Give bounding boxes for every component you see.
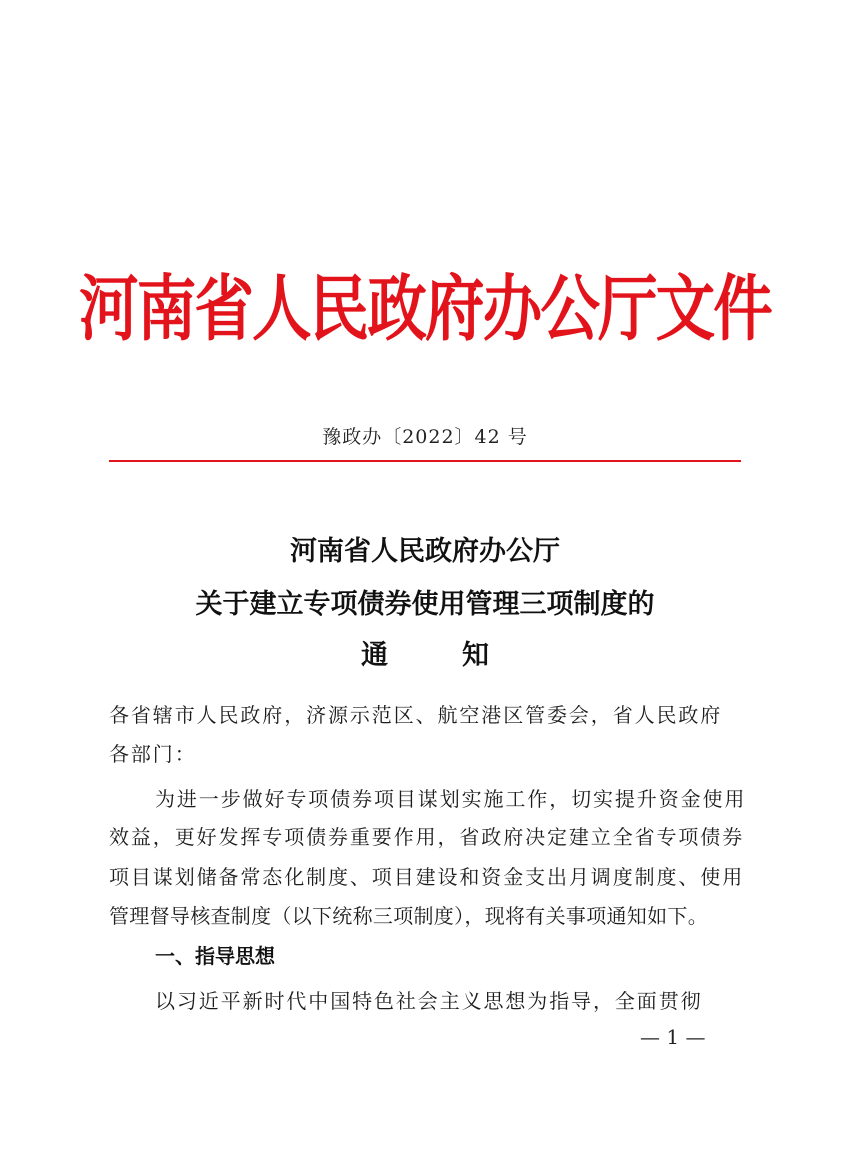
paragraph-1-line-1: 为进一步做好专项债券项目谋划实施工作，切实提升资金使用 [155, 787, 747, 811]
title-line-2: 关于建立专项债券使用管理三项制度的 [195, 589, 655, 620]
section-heading-guiding-ideology: 一、指导思想 [155, 944, 275, 968]
red-divider-line [109, 460, 741, 462]
addressee-line-1: 各省辖市人民政府，济源示范区、航空港区管委会，省人民政府 [109, 703, 723, 727]
document-number: 豫政办〔2022〕42 号 [322, 426, 528, 448]
addressee-line-2: 各部门： [109, 742, 197, 766]
page-number: — 1 — [640, 1025, 706, 1049]
title-line-1: 河南省人民政府办公厅 [290, 536, 560, 567]
title-char-tong: 通 [361, 640, 388, 671]
paragraph-1-line-3: 项目谋划储备常态化制度、项目建设和资金支出月调度制度、使用 [109, 865, 745, 889]
document-masthead: 河南省人民政府办公厅文件 [79, 267, 771, 352]
paragraph-1-line-2: 效益，更好发挥专项债券重要作用，省政府决定建立全省专项债券 [109, 825, 745, 849]
paragraph-1-line-4: 管理督导核查制度（以下统称三项制度），现将有关事项通知如下。 [109, 904, 708, 928]
title-line-3 [0, 636, 850, 676]
paragraph-2-line-1: 以习近平新时代中国特色社会主义思想为指导，全面贯彻 [155, 989, 703, 1013]
title-char-zhi: 知 [462, 640, 489, 671]
